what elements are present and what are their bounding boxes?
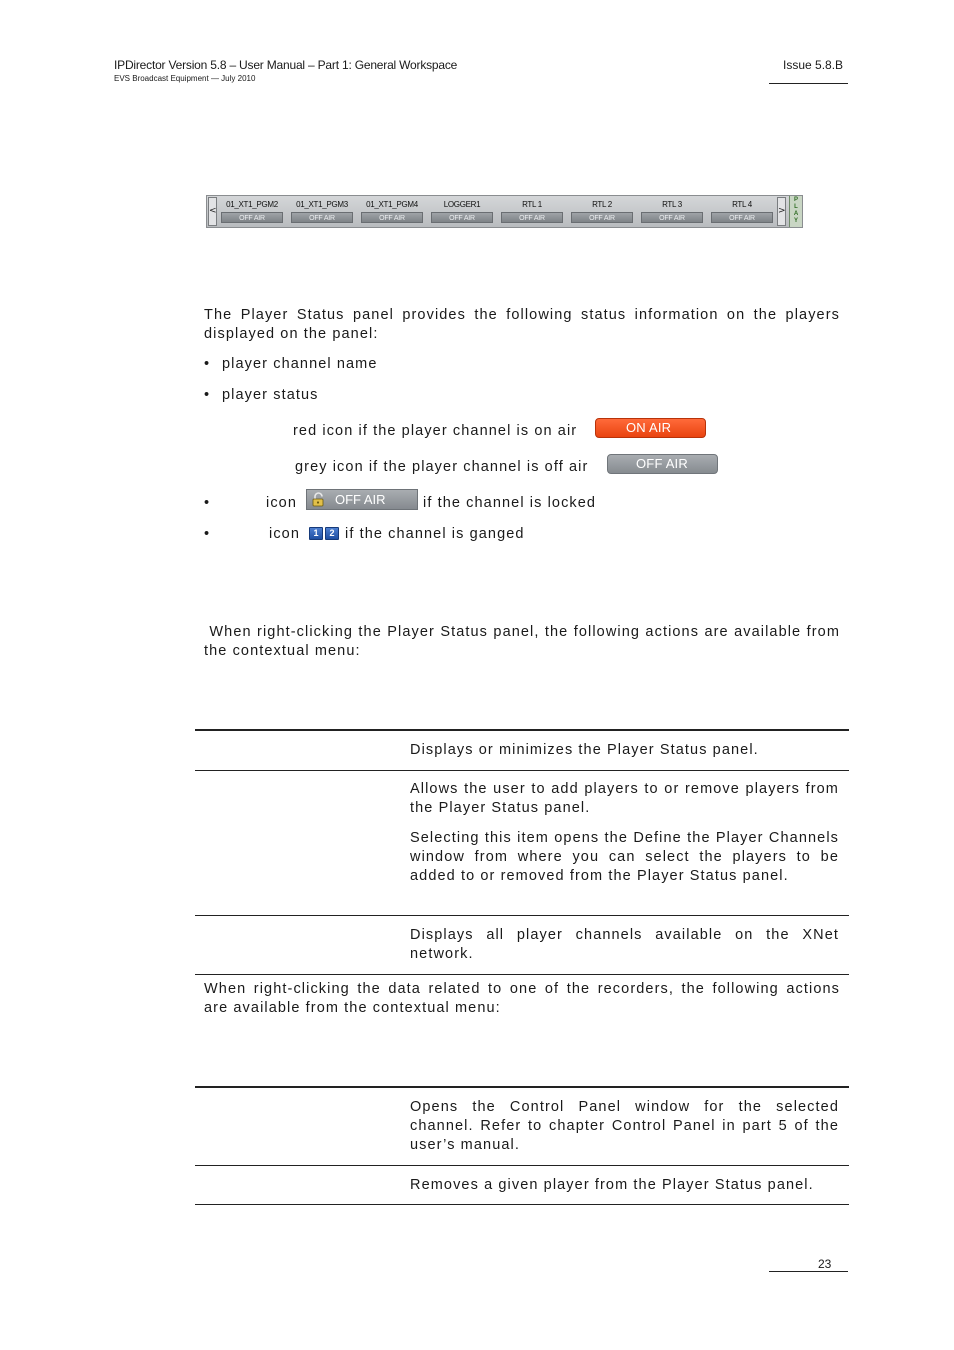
context-intro: When right-clicking the Player Status panel, the following actions are available from the contextual menu: <box>204 624 846 659</box>
player-channel-name: RTL 1 <box>522 200 542 209</box>
table2-top-rule <box>195 1086 849 1088</box>
lock-prefix: icon <box>266 495 297 511</box>
play-indicator <box>789 196 802 227</box>
bullet-dot: • <box>204 526 211 542</box>
gang-2-icon: 2 <box>325 527 339 540</box>
header-title: IPDirector Version 5.8 – User Manual – Part 1: General Workspace <box>114 58 458 72</box>
gang-suffix: if the channel is ganged <box>345 526 525 542</box>
play-label: PLAY <box>793 197 799 224</box>
player-status-bar <box>206 195 803 228</box>
on-air-label: ON AIR <box>595 418 706 438</box>
grey-icon-text: grey icon if the player channel is off air <box>295 459 589 475</box>
locked-icon <box>306 489 418 510</box>
bullet-item <box>204 526 222 542</box>
bullet-text: player status <box>222 387 319 403</box>
table1-row-divider <box>195 915 849 916</box>
scroll-right-button[interactable]: > <box>777 197 786 226</box>
bullet-item <box>204 356 378 372</box>
padlock-icon <box>310 491 327 508</box>
player-channel[interactable] <box>359 200 425 223</box>
table1-row3-description: Displays all player channels available on the XNet network. <box>410 927 839 962</box>
player-channel[interactable] <box>569 200 635 223</box>
page-number: 23 <box>818 1257 832 1271</box>
bullet-item <box>204 387 319 403</box>
table1-top-rule <box>195 729 849 731</box>
gang-1-icon: 1 <box>309 527 323 540</box>
red-icon-text: red icon if the player channel is on air <box>293 423 578 439</box>
player-channel-name: LOGGER1 <box>443 200 481 209</box>
on-air-icon <box>595 418 706 438</box>
off-air-icon <box>607 454 718 474</box>
header-issue: Issue 5.8.B <box>783 58 844 72</box>
player-channel[interactable] <box>429 200 495 223</box>
header-rule <box>769 83 848 84</box>
table2-row-divider <box>195 1165 849 1166</box>
off-air-badge: OFF AIR <box>221 212 283 223</box>
off-air-badge: OFF AIR <box>431 212 493 223</box>
table1-bottom-rule <box>195 974 849 975</box>
header-subtitle: EVS Broadcast Equipment — July 2010 <box>114 74 256 83</box>
table2-row1-description: Opens the Control Panel window for the selected channel. Refer to chapter Control Panel in part 5 of the user’s manual. <box>410 1099 839 1153</box>
player-channel[interactable] <box>219 200 285 223</box>
table1-row1-description: Displays or minimizes the Player Status panel. <box>410 742 759 758</box>
ganged-icon <box>309 527 341 546</box>
recorders-intro: When right-clicking the data related to one of the recorders, the following actions are available from the contextual menu: <box>204 981 840 1016</box>
player-channel[interactable] <box>289 200 355 223</box>
player-channel[interactable] <box>499 200 565 223</box>
off-air-badge: OFF AIR <box>711 212 773 223</box>
player-channel[interactable] <box>639 200 705 223</box>
table2-row2-description: Removes a given player from the Player Status panel. <box>410 1177 814 1193</box>
off-air-badge: OFF AIR <box>501 212 563 223</box>
bullet-text: player channel name <box>222 356 378 372</box>
intro-paragraph: The Player Status panel provides the following status information on the players displayed on the panel: <box>204 307 840 342</box>
lock-suffix: if the channel is locked <box>423 495 597 511</box>
table2-bottom-rule <box>195 1204 849 1205</box>
footer-rule <box>769 1271 848 1272</box>
scroll-left-button[interactable]: < <box>208 197 217 226</box>
off-air-badge: OFF AIR <box>291 212 353 223</box>
off-air-badge: OFF AIR <box>361 212 423 223</box>
off-air-label: OFF AIR <box>607 454 718 474</box>
player-channel-name: 01_XT1_PGM3 <box>296 200 348 209</box>
bullet-item <box>204 495 222 511</box>
table1-row-divider <box>195 770 849 771</box>
lock-label: OFF AIR <box>335 492 386 507</box>
player-channel[interactable] <box>709 200 775 223</box>
off-air-badge: OFF AIR <box>571 212 633 223</box>
gang-prefix: icon <box>269 526 300 542</box>
table1-row2-description: Allows the user to add players to or remove players from the Player Status panel. <box>410 781 839 816</box>
player-channel-name: 01_XT1_PGM2 <box>226 200 278 209</box>
bullet-dot: • <box>204 495 211 511</box>
player-channel-name: RTL 3 <box>662 200 682 209</box>
player-channel-name: RTL 2 <box>592 200 612 209</box>
table1-row2-detail: Selecting this item opens the Define the Player Channels window from where you can select the players to be added to or removed from the Player Status panel. <box>410 830 839 884</box>
player-channel-name: RTL 4 <box>732 200 752 209</box>
bullet-dot: • <box>204 356 211 372</box>
off-air-badge: OFF AIR <box>641 212 703 223</box>
player-channel-name: 01_XT1_PGM4 <box>366 200 418 209</box>
bullet-dot: • <box>204 387 211 403</box>
